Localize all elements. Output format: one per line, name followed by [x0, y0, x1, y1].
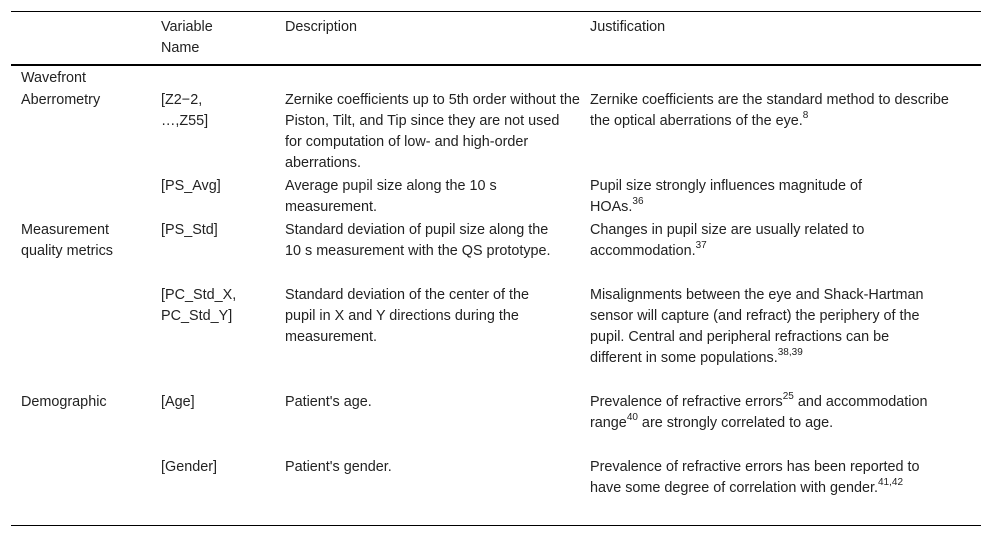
description: Patient's gender. — [285, 459, 392, 475]
header-justification: Justification — [590, 19, 666, 35]
justification-text: Prevalence of refractive errors has been reported to have some degree of correlation with gender. — [590, 459, 920, 496]
justification-text: Prevalence of refractive errors — [590, 394, 783, 410]
reference-superscript: 41,42 — [878, 477, 904, 489]
justification — [590, 285, 935, 369]
section-label-aberrometry: Aberrometry — [21, 92, 101, 108]
description: Zernike coefficients up to 5th order without the Piston, Tilt, and Tip since they are not used for computation of low- and high-order aberrations. — [285, 92, 580, 171]
section-label-demographic: Demographic — [21, 394, 107, 410]
justification — [590, 220, 920, 262]
variable-name: [Gender] — [161, 459, 217, 475]
reference-superscript: 36 — [632, 196, 644, 208]
section-label-measurement: Measurement quality metrics — [21, 222, 113, 259]
justification-text: Zernike coefficients are the standard method to describe the optical aberrations of the eye. — [590, 92, 949, 129]
table-top-rule — [11, 11, 981, 12]
variable-name: [PC_Std_X, PC_Std_Y] — [161, 287, 237, 324]
description: Average pupil size along the 10 s measurement. — [285, 178, 497, 215]
reference-superscript: 8 — [802, 110, 809, 122]
variable-name: [Z2−2, …,Z55] — [161, 92, 209, 129]
justification-text: are strongly correlated to age. — [637, 415, 834, 431]
reference-superscript: 25 — [782, 391, 794, 403]
reference-superscript: 38,39 — [777, 347, 803, 359]
justification-text: Misalignments between the eye and Shack-Hartman sensor will capture (and refract) the periphery of the pupil. Central and peripheral refractions can be different in some populations. — [590, 287, 924, 366]
description: Patient's age. — [285, 394, 372, 410]
header-description: Description — [285, 19, 357, 35]
justification-text: Changes in pupil size are usually related to accommodation. — [590, 222, 865, 259]
justification-text: Pupil size strongly influences magnitude of HOAs. — [590, 178, 862, 215]
section-label-wavefront: Wavefront — [21, 70, 87, 86]
description: Standard deviation of the center of the pupil in X and Y directions during the measurement. — [285, 287, 530, 345]
justification — [590, 176, 915, 218]
variable-name: [Age] — [161, 394, 195, 410]
description: Standard deviation of pupil size along the 10 s measurement with the QS prototype. — [285, 222, 551, 259]
header-variable-name: Variable Name — [161, 19, 213, 56]
variable-name: [PS_Avg] — [161, 178, 221, 194]
variable-name: [PS_Std] — [161, 222, 218, 238]
reference-superscript: 37 — [695, 240, 707, 252]
justification — [590, 392, 950, 434]
table-header-rule — [11, 64, 981, 66]
table-bottom-rule — [11, 525, 981, 526]
justification — [590, 90, 950, 132]
justification-text: and accommodation range — [590, 394, 928, 431]
reference-superscript: 40 — [626, 412, 638, 424]
justification — [590, 457, 945, 499]
